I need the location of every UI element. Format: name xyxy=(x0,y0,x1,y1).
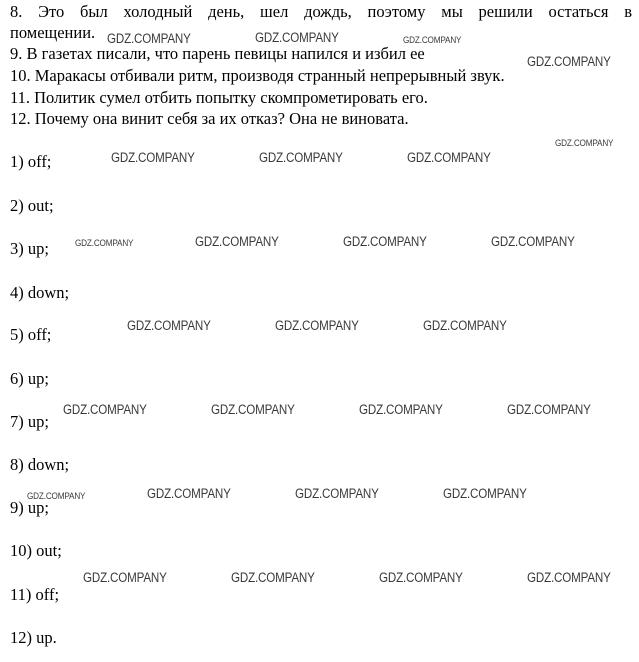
watermark: GDZ.COMPANY xyxy=(107,31,191,46)
watermark: GDZ.COMPANY xyxy=(27,491,86,502)
watermark: GDZ.COMPANY xyxy=(255,30,339,45)
watermark: GDZ.COMPANY xyxy=(275,318,359,333)
watermark: GDZ.COMPANY xyxy=(111,150,195,165)
answer-7: 7) up; xyxy=(10,412,49,431)
sentence-8-line-2: помещении. xyxy=(10,23,96,42)
watermark: GDZ.COMPANY xyxy=(491,234,575,249)
watermark: GDZ.COMPANY xyxy=(259,150,343,165)
watermark: GDZ.COMPANY xyxy=(407,150,491,165)
answer-8: 8) down; xyxy=(10,455,70,474)
answer-9: 9) up; xyxy=(10,498,49,517)
watermark: GDZ.COMPANY xyxy=(83,570,167,585)
watermark: GDZ.COMPANY xyxy=(527,570,611,585)
watermark: GDZ.COMPANY xyxy=(63,402,147,417)
watermark: GDZ.COMPANY xyxy=(443,486,527,501)
watermark: GDZ.COMPANY xyxy=(127,318,211,333)
watermark: GDZ.COMPANY xyxy=(211,402,295,417)
sentence-8-line-1: 8. Это был холодный день, шел дождь, поэтому мы решили остаться в xyxy=(10,2,632,21)
answer-10: 10) out; xyxy=(10,541,62,560)
sentence-9: 9. В газетах писали, что парень певицы напился и избил ее xyxy=(10,44,425,63)
answer-3: 3) up; xyxy=(10,239,49,258)
sentence-10: 10. Маракасы отбивали ритм, производя странный непрерывный звук. xyxy=(10,66,505,85)
watermark: GDZ.COMPANY xyxy=(147,486,231,501)
watermark: GDZ.COMPANY xyxy=(527,54,611,69)
watermark: GDZ.COMPANY xyxy=(231,570,315,585)
answer-11: 11) off; xyxy=(10,585,60,604)
answer-5: 5) off; xyxy=(10,325,52,344)
answer-6: 6) up; xyxy=(10,369,49,388)
watermark: GDZ.COMPANY xyxy=(507,402,591,417)
watermark: GDZ.COMPANY xyxy=(379,570,463,585)
answer-12: 12) up. xyxy=(10,628,57,647)
watermark: GDZ.COMPANY xyxy=(75,238,134,249)
sentence-11: 11. Политик сумел отбить попытку скомпрометировать его. xyxy=(10,88,428,107)
watermark: GDZ.COMPANY xyxy=(195,234,279,249)
watermark: GDZ.COMPANY xyxy=(359,402,443,417)
answer-4: 4) down; xyxy=(10,283,70,302)
answer-2: 2) out; xyxy=(10,196,54,215)
watermark: GDZ.COMPANY xyxy=(403,35,462,46)
watermark: GDZ.COMPANY xyxy=(555,138,614,149)
answer-1: 1) off; xyxy=(10,152,52,171)
watermark: GDZ.COMPANY xyxy=(343,234,427,249)
watermark: GDZ.COMPANY xyxy=(295,486,379,501)
watermark: GDZ.COMPANY xyxy=(423,318,507,333)
sentence-12: 12. Почему она винит себя за их отказ? Она не виновата. xyxy=(10,109,409,128)
